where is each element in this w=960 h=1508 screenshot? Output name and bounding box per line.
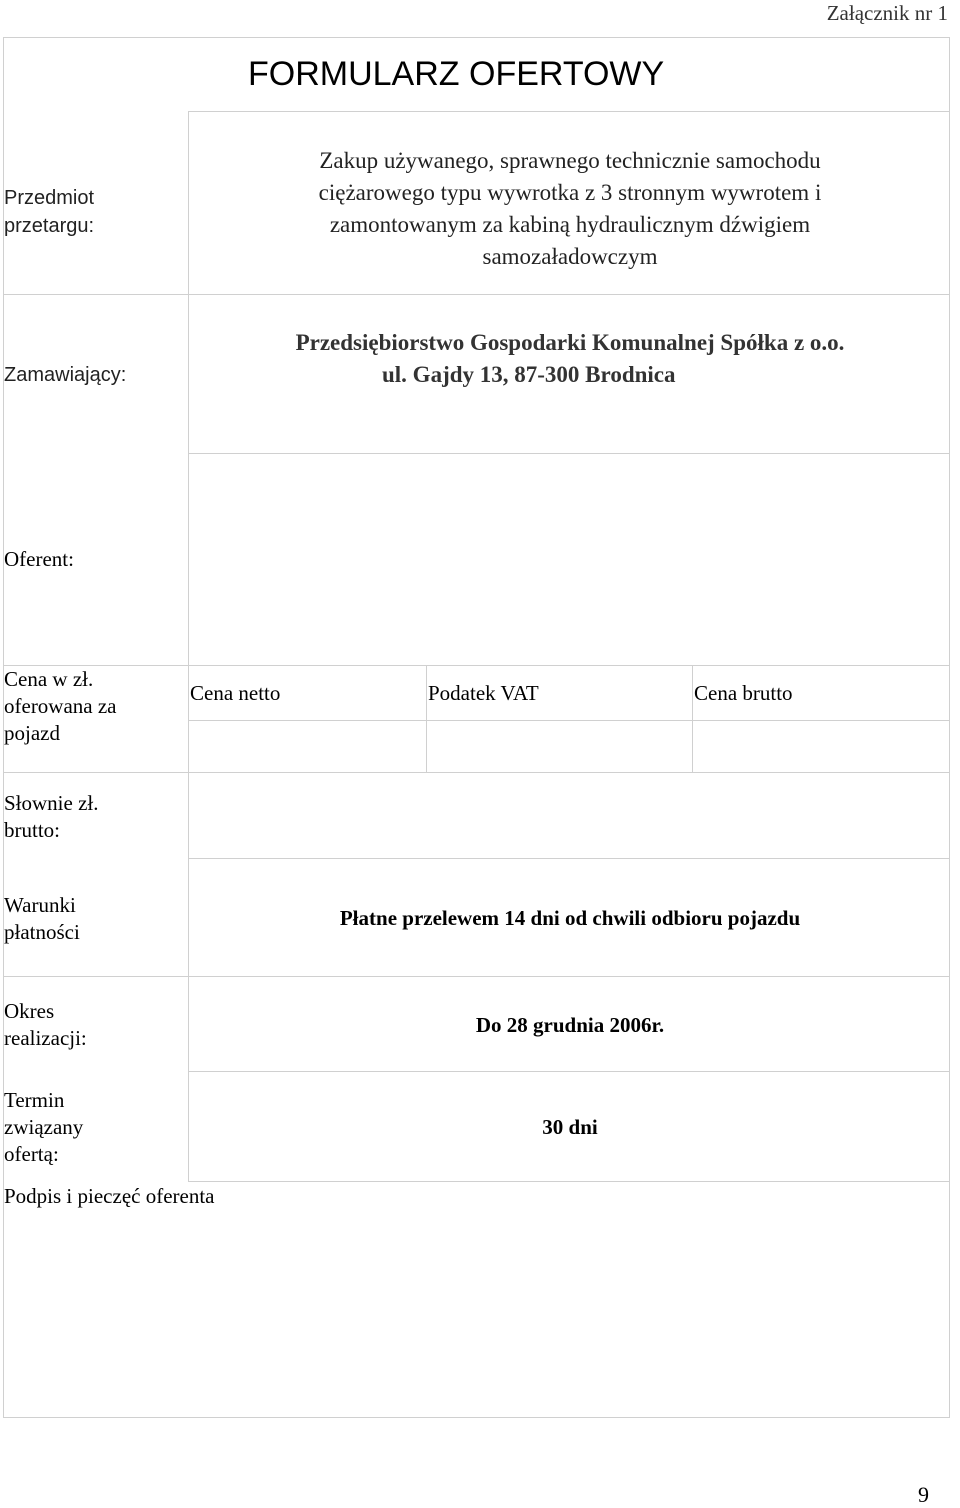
vat-header: Podatek VAT [428, 681, 539, 705]
signature-field[interactable] [4, 1212, 948, 1416]
appendix-label: Załącznik nr 1 [826, 1, 948, 25]
row-divider [188, 858, 949, 859]
gross-price-header: Cena brutto [694, 681, 793, 705]
price-label: Cena w zł. oferowana za pojazd [4, 667, 117, 745]
subject-text: Zakup używanego, sprawnego technicznie samochodu ciężarowego typu wywrotka z 3 stronnym wywrotem i zamontowanym za kabiną hydraulicznym dźwigiem samozaładowczym [318, 148, 822, 269]
row-divider [3, 976, 949, 977]
row-divider [3, 294, 949, 295]
ordering-party-text: Przedsiębiorstwo Gospodarki Komunalnej Spółka z o.o. ul. Gajdy 13, 87-300 Brodnica [295, 330, 845, 387]
frame-top [3, 37, 949, 38]
vat-field[interactable] [427, 721, 691, 772]
frame-bottom [3, 1417, 950, 1418]
payment-terms-value: Płatne przelewem 14 dni od chwili odbioru pojazdu [339, 906, 801, 930]
subject-label: Przedmiot przetargu: [4, 187, 95, 237]
net-price-header: Cena netto [190, 681, 281, 705]
row-divider [188, 111, 949, 112]
row-divider [188, 1181, 949, 1182]
binding-term-label: Termin związany ofertą: [4, 1088, 84, 1166]
bidder-label: Oferent: [4, 547, 74, 571]
page-number: 9 [918, 1482, 929, 1507]
amount-in-words-label: Słownie zł. brutto: [4, 791, 99, 842]
realization-period-value: Do 28 grudnia 2006r. [475, 1013, 665, 1037]
gross-price-field[interactable] [693, 721, 949, 772]
net-price-field[interactable] [189, 721, 425, 772]
amount-in-words-field[interactable] [189, 773, 949, 858]
ordering-party-label: Zamawiający: [4, 364, 127, 386]
row-divider [3, 665, 949, 666]
realization-period-label: Okres realizacji: [4, 999, 87, 1050]
form-title: FORMULARZ OFERTOWY [248, 55, 665, 93]
bidder-field[interactable] [189, 454, 949, 664]
binding-term-value: 30 dni [542, 1115, 598, 1139]
payment-terms-label: Warunki płatności [4, 893, 80, 944]
signature-label: Podpis i pieczęć oferenta [4, 1184, 215, 1208]
row-divider [188, 1071, 949, 1072]
